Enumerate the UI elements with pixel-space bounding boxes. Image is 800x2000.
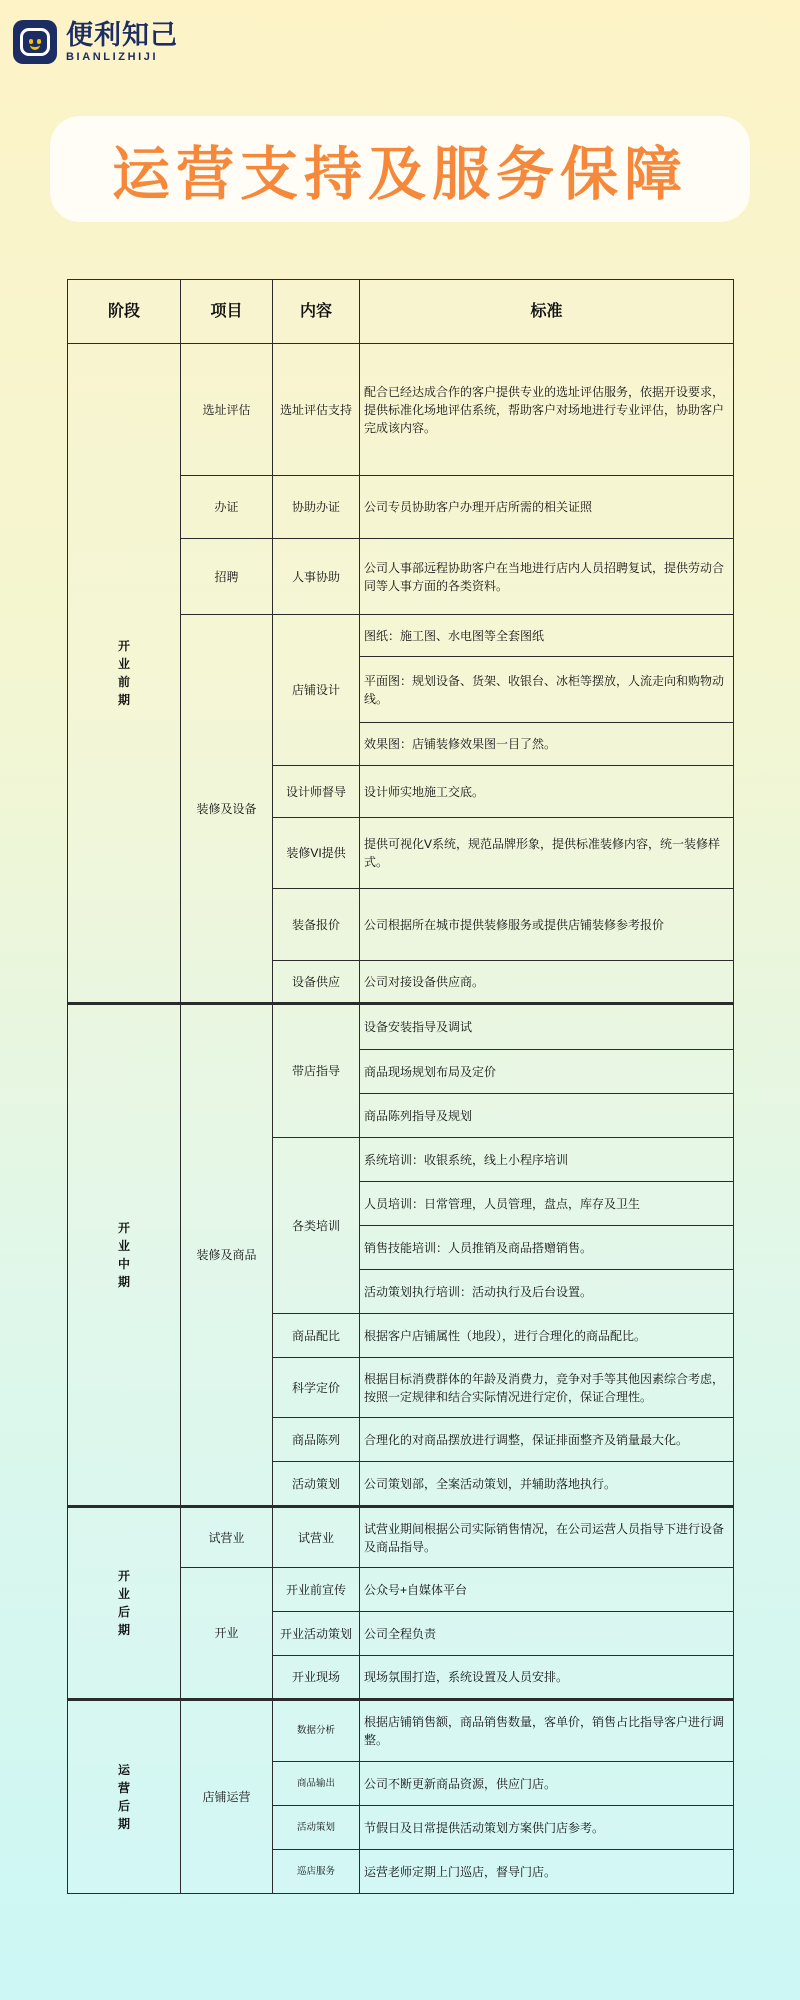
content-cell: 科学定价 [273,1358,360,1418]
standard-cell: 提供可视化V系统，规范品牌形象，提供标准装修内容，统一装修样式。 [360,818,734,889]
standard-cell: 设备安装指导及调试 [360,1004,734,1050]
brand-name-en: BIANLIZHIJI [66,50,159,63]
content-cell: 店铺设计 [273,615,360,766]
header-stage: 阶段 [68,280,181,344]
project-cell: 装修及商品 [181,1004,273,1507]
logo-icon [13,20,57,64]
content-cell: 开业前宣传 [273,1568,360,1612]
standard-cell: 图纸：施工图、水电图等全套图纸 [360,615,734,657]
header-standard: 标准 [360,280,734,344]
standard-cell: 根据客户店铺属性（地段），进行合理化的商品配比。 [360,1314,734,1358]
project-cell: 办证 [181,476,273,539]
standard-cell: 公司全程负责 [360,1612,734,1656]
content-cell: 带店指导 [273,1004,360,1138]
standard-cell: 公众号+自媒体平台 [360,1568,734,1612]
brand-logo [13,20,178,64]
project-cell: 装修及设备 [181,615,273,1004]
project-cell: 招聘 [181,539,273,615]
project-cell: 开业 [181,1568,273,1700]
content-cell: 开业活动策划 [273,1612,360,1656]
standard-cell: 节假日及日常提供活动策划方案供门店参考。 [360,1806,734,1850]
stage-cell: 开 业 中 期 [68,1004,181,1507]
content-cell: 活动策划 [273,1806,360,1850]
table-row [68,1507,734,1568]
table-header-row [68,280,734,344]
header-project: 项目 [181,280,273,344]
table-row [68,344,734,476]
project-cell: 选址评估 [181,344,273,476]
standard-cell: 商品现场规划布局及定价 [360,1050,734,1094]
content-cell: 试营业 [273,1507,360,1568]
title-card [50,116,750,222]
brand-name-cn: 便利知己 [66,19,178,50]
content-cell: 商品陈列 [273,1418,360,1462]
content-cell: 巡店服务 [273,1850,360,1894]
standard-cell: 商品陈列指导及规划 [360,1094,734,1138]
standard-cell: 公司人事部远程协助客户在当地进行店内人员招聘复试，提供劳动合同等人事方面的各类资料。 [360,539,734,615]
content-cell: 选址评估支持 [273,344,360,476]
standard-cell: 活动策划执行培训：活动执行及后台设置。 [360,1270,734,1314]
content-cell: 设备供应 [273,961,360,1004]
standard-cell: 根据目标消费群体的年龄及消费力，竞争对手等其他因素综合考虑，按照一定规律和结合实际情况进行定价，保证合理性。 [360,1358,734,1418]
content-cell: 数据分析 [273,1700,360,1762]
content-cell: 各类培训 [273,1138,360,1314]
service-table [67,279,734,1894]
stage-cell: 运 营 后 期 [68,1700,181,1894]
content-cell: 开业现场 [273,1656,360,1700]
standard-cell: 试营业期间根据公司实际销售情况，在公司运营人员指导下进行设备及商品指导。 [360,1507,734,1568]
standard-cell: 根据店铺销售额，商品销售数量，客单价，销售占比指导客户进行调整。 [360,1700,734,1762]
standard-cell: 人员培训：日常管理，人员管理，盘点，库存及卫生 [360,1182,734,1226]
header-content: 内容 [273,280,360,344]
standard-cell: 公司不断更新商品资源，供应门店。 [360,1762,734,1806]
stage-cell: 开 业 前 期 [68,344,181,1004]
standard-cell: 配合已经达成合作的客户提供专业的选址评估服务，依据开设要求，提供标准化场地评估系统，帮助客户对场地进行专业评估，协助客户完成该内容。 [360,344,734,476]
table-row [68,1004,734,1050]
standard-cell: 公司根据所在城市提供装修服务或提供店铺装修参考报价 [360,889,734,961]
standard-cell: 公司对接设备供应商。 [360,961,734,1004]
project-cell: 店铺运营 [181,1700,273,1894]
content-cell: 商品配比 [273,1314,360,1358]
project-cell: 试营业 [181,1507,273,1568]
content-cell: 商品输出 [273,1762,360,1806]
standard-cell: 平面图：规划设备、货架、收银台、冰柜等摆放，人流走向和购物动线。 [360,657,734,723]
standard-cell: 合理化的对商品摆放进行调整，保证排面整齐及销量最大化。 [360,1418,734,1462]
content-cell: 活动策划 [273,1462,360,1507]
standard-cell: 公司专员协助客户办理开店所需的相关证照 [360,476,734,539]
content-cell: 装修VI提供 [273,818,360,889]
content-cell: 人事协助 [273,539,360,615]
stage-cell: 开 业 后 期 [68,1507,181,1700]
standard-cell: 设计师实地施工交底。 [360,766,734,818]
table-row [68,1700,734,1762]
standard-cell: 效果图：店铺装修效果图一目了然。 [360,723,734,766]
content-cell: 协助办证 [273,476,360,539]
standard-cell: 公司策划部，全案活动策划，并辅助落地执行。 [360,1462,734,1507]
standard-cell: 运营老师定期上门巡店，督导门店。 [360,1850,734,1894]
standard-cell: 现场氛围打造，系统设置及人员安排。 [360,1656,734,1700]
standard-cell: 销售技能培训：人员推销及商品搭赠销售。 [360,1226,734,1270]
content-cell: 装备报价 [273,889,360,961]
content-cell: 设计师督导 [273,766,360,818]
standard-cell: 系统培训：收银系统，线上小程序培训 [360,1138,734,1182]
page-title: 运营支持及服务保障 [111,140,688,208]
